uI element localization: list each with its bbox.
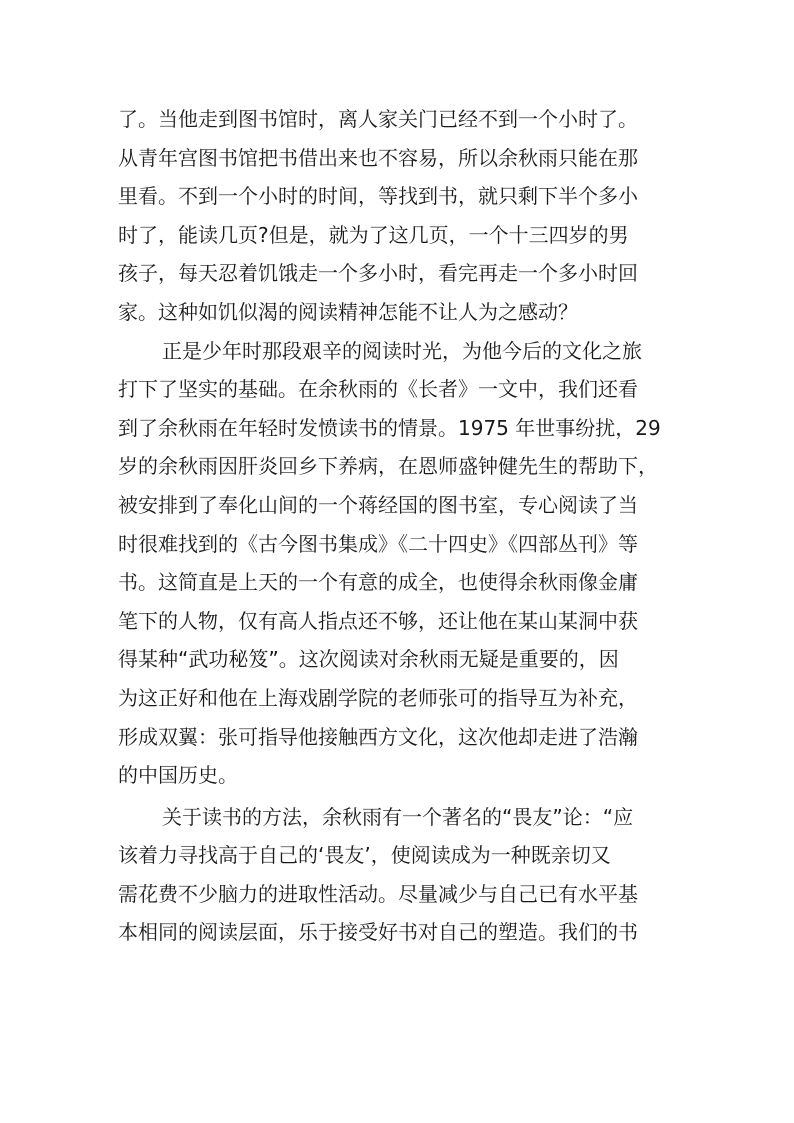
- text-line: 关于读书的方法，余秋雨有一个著名的“畏友”论：“应: [162, 804, 634, 829]
- text-line: 得某种“武功秘笈”。这次阅读对余秋雨无疑是重要的，因: [118, 647, 619, 672]
- text-line: 的中国历史。: [118, 763, 238, 788]
- text-line: 打下了坚实的基础。在余秋雨的《长者》一文中，我们还看: [118, 377, 638, 402]
- paragraph-2: [118, 332, 698, 795]
- text-line: 为这正好和他在上海戏剧学院的老师张可的指导互为补充，: [118, 685, 638, 710]
- text-line: 时了，能读几页?但是，就为了这几页，一个十三四岁的男: [118, 222, 629, 247]
- text-line: 正是少年时那段艰辛的阅读时光，为他今后的文化之旅: [162, 338, 642, 363]
- text-line: 孩子，每天忍着饥饿走一个多小时，看完再走一个多小时回: [118, 261, 638, 286]
- text-line: 到了余秋雨在年轻时发愤读书的情景。1975 年世事纷扰，29: [118, 415, 661, 440]
- text-line: 笔下的人物，仅有高人指点还不够，还让他在某山某洞中获: [118, 608, 638, 633]
- paragraph-1: [118, 100, 698, 332]
- text-line: 里看。不到一个小时的时间，等找到书，就只剩下半个多小: [118, 184, 638, 209]
- text-line: 时很难找到的《古今图书集成》《二十四史》《四部丛刊》等: [118, 531, 638, 556]
- text-line: 书。这简直是上天的一个有意的成全，也使得余秋雨像金庸: [118, 570, 638, 595]
- text-line: 本相同的阅读层面，乐于接受好书对自己的塑造。我们的书: [118, 920, 638, 945]
- paragraph-3: [118, 798, 698, 952]
- text-line: 被安排到了奉化山间的一个蒋经国的图书室，专心阅读了当: [118, 492, 638, 517]
- body-text: [118, 100, 698, 952]
- text-line: 形成双翼：张可指导他接触西方文化，这次他却走进了浩瀚: [118, 724, 638, 749]
- text-line: 家。这种如饥似渴的阅读精神怎能不让人为之感动？: [118, 299, 578, 324]
- text-line: 岁的余秋雨因肝炎回乡下养病，在恩师盛钟健先生的帮助下，: [118, 454, 658, 479]
- text-line: 了。当他走到图书馆时，离人家关门已经不到一个小时了。: [118, 107, 638, 131]
- text-line: 从青年宫图书馆把书借出来也不容易，所以余秋雨只能在那: [118, 145, 638, 170]
- text-line: 该着力寻找高于自己的‘畏友’，使阅读成为一种既亲切又: [118, 843, 611, 868]
- text-line: 需花费不少脑力的进取性活动。尽量减少与自己已有水平基: [118, 881, 638, 906]
